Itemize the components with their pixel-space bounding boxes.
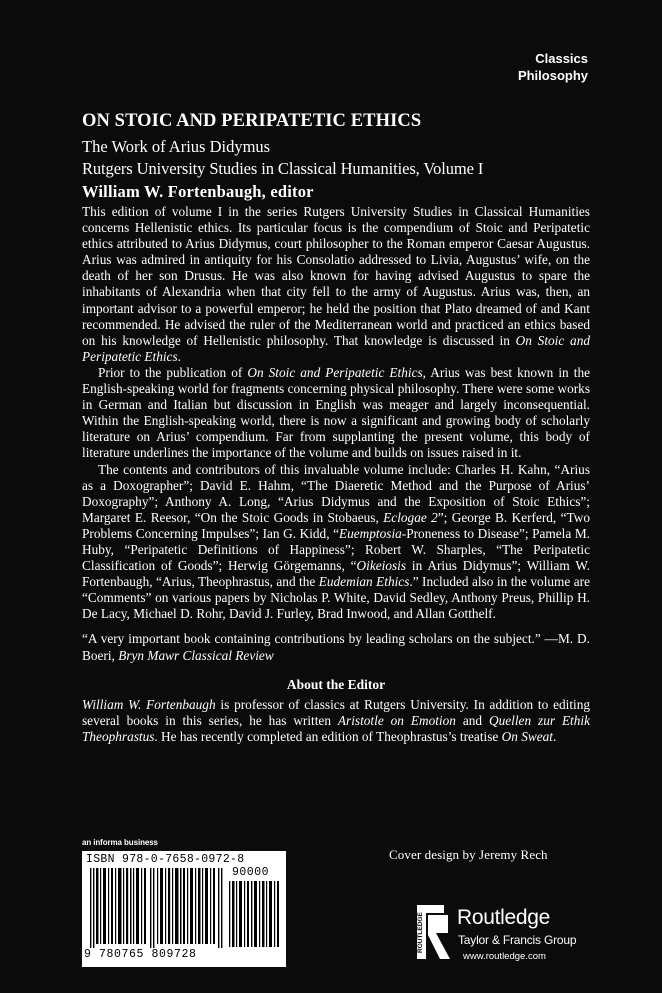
isbn-digits: 9 780765 809728 [84,948,197,961]
publisher-logo [414,902,594,972]
publisher-name: Routledge [457,906,551,929]
cover-design-credit: Cover design by Jeremy Rech [389,847,548,862]
price-code: 90000 [232,866,270,879]
subject-category [518,50,588,84]
about-editor-heading: About the Editor [286,676,386,692]
series-line: Rutgers University Studies in Classical Humanities, Volume I [82,159,484,178]
publisher-url: www.routledge.com [463,951,546,962]
isbn-label: ISBN 978-0-7658-0972-8 [86,853,245,866]
description-paragraph-1: This edition of volume I in the series Rutgers University Studies in Classical Humanities concerns Hellenistic ethics. Its particular focus is the compendium of Stoic and Peripatetic ethics attributed to Arius Didymus, court philosopher to the Roman emperor Caesar Augustus. Arius was admired in antiquity for his Consolatio addressed to Livia, Augustus’ wife, on the death of her son Drusus. He was also known for having advised Augustus to spare the inhabitants of Alexandria when that city fell to the army of Augustus. Arius was, then, an important advisor to a powerful emperor; he held the position that Plato dreamed of and Kant recommended. He advised the ruler of the Mediterranean world and practiced an ethics based on his knowledge of Hellenistic philosophy. That knowledge is discussed in On Stoic and Peripatetic Ethics. [82,204,590,364]
book-header [82,110,590,202]
barcode-bars-icon [88,868,224,948]
routledge-mark-icon [414,903,452,961]
review-quote: “A very important book containing contributions by leading scholars on the subject.” —M. D. Boeri, Bryn Mawr Classical Review [82,631,590,663]
book-title: ON STOIC AND PERIPATETIC ETHICS [82,111,422,131]
category-line-2: Philosophy [517,68,588,83]
editor-line: William W. Fortenbaugh, editor [82,182,314,201]
isbn-barcode [82,851,286,967]
publisher-group: Taylor & Francis Group [458,933,577,947]
category-line-1: Classics [535,51,588,66]
about-editor-paragraph: William W. Fortenbaugh is professor of classics at Rutgers University. In addition to editing several books in this series, he has written Aristotle on Emotion and Quellen zur Ethik Theophrastus. He has recently completed an edition of Theophrastus’s treatise On Sweat. [82,696,591,744]
book-subtitle: The Work of Arius Didymus [82,137,271,156]
description-paragraph-2: Prior to the publication of On Stoic and Peripatetic Ethics, Arius was best known in the English-speaking world for fragments concerning physical philosophy. There were some works in German and Italian but discussion in English was meager and largely inconsequential. Within the English-speaking world, there is now a significant and growing body of scholarly literature on Arius’ compendium. Far from supplanting the present volume, this body of literature underlines the importance of the volume and builds on issues raised in it. [82,364,590,461]
routledge-mark-text: ROUTLEDGE [417,912,424,953]
contents-paragraph: The contents and contributors of this invaluable volume include: Charles H. Kahn, “Arius as a Doxographer”; David E. Hahm, “The Diaeretic Method and the Purpose of Arius’ Doxography”; Anthony A. Long, “Arius Didymus and the Exposition of Stoic Ethics”; Margaret E. Reesor, “On the Stoic Goods in Stobaeus, Eclogae 2”; George B. Kerferd, “Two Problems Concerning Impulses”; Ian G. Kidd, “Euemptosia-Proneness to Disease”; Pamela M. Huby, “Peripatetic Definitions of Happiness”; Robert W. Sharples, “The Peripatetic Classification of Goods”; Herwig Görgemanns, “Oikeiosis in Arius Didymus”; William W. Fortenbaugh, “Arius, Theophrastus, and the Eudemian Ethics.” Included also in the volume are “Comments” on various papers by Nicholas P. White, David Sedley, Anthony Preus, Phillip H. De Lacy, Michael D. Rohr, David J. Furley, Brad Inwood, and Allan Gotthelf. [82,461,590,622]
price-barcode-icon [228,881,280,947]
informa-imprint: an informa business [82,838,158,847]
blurb-body [82,204,590,745]
